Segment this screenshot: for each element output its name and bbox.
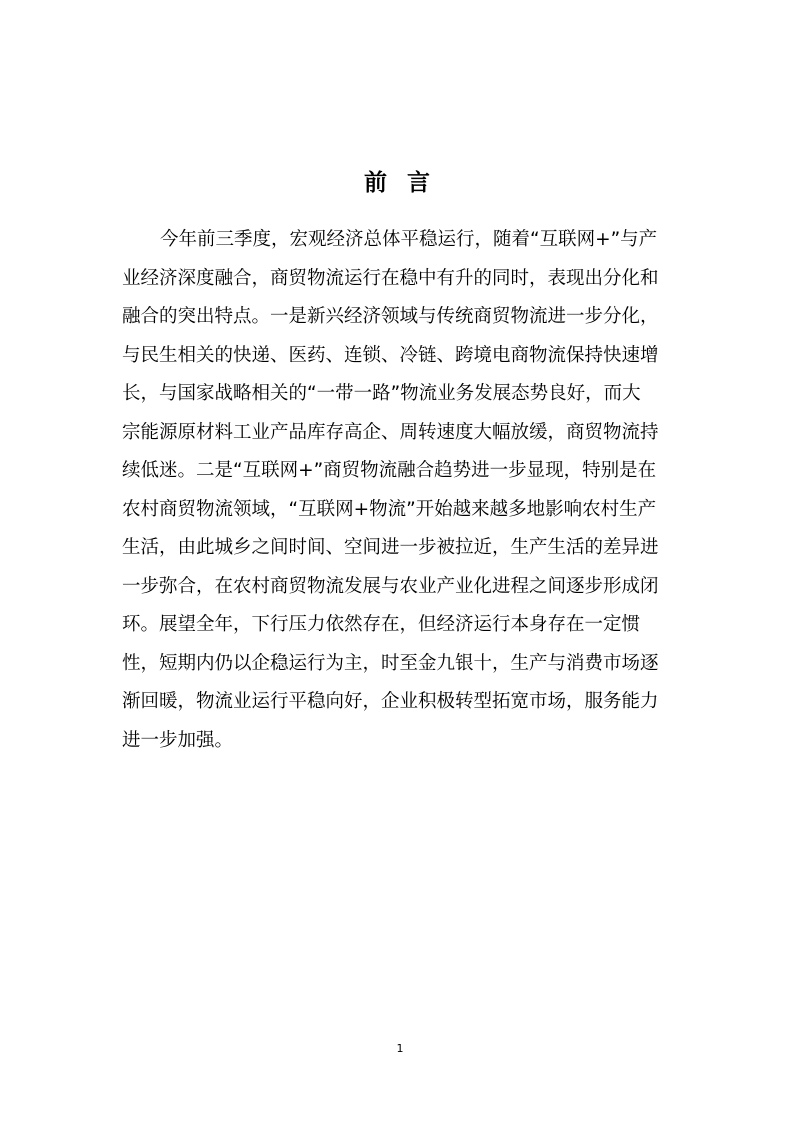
page-number: 1 [396, 1042, 404, 1055]
paragraph-line: 宗能源原材料工业产品库存高企、周转速度大幅放缓，商贸物流持 [122, 421, 659, 443]
paragraph-line: 一步弥合，在农村商贸物流发展与农业产业化进程之间逐步形成闭 [122, 575, 659, 597]
paragraph-line: 续低迷。二是“互联网+”商贸物流融合趋势进一步显现，特别是在 [122, 460, 657, 481]
paragraph-line: 长，与国家战略相关的“一带一路”物流业务发展态势良好，而大 [122, 383, 641, 404]
paragraph-line: 生活，由此城乡之间时间、空间进一步被拉近，生产生活的差异进 [122, 537, 659, 558]
paragraph-line: 今年前三季度，宏观经济总体平稳运行，随着“互联网+”与产 [160, 229, 658, 250]
paragraph-line: 渐回暖，物流业运行平稳向好，企业积极转型拓宽市场，服务能力 [122, 691, 659, 712]
paragraph-line: 环。展望全年，下行压力依然存在，但经济运行本身存在一定惯 [122, 614, 641, 635]
paragraph-line: 性，短期内仍以企稳运行为主，时至金九银十，生产与消费市场逐 [122, 652, 659, 674]
paragraph-line: 农村商贸物流领域，“互联网+物流”开始越来越多地影响农村生产 [122, 498, 657, 520]
paragraph-line: 融合的突出特点。一是新兴经济领域与传统商贸物流进一步分化， [122, 306, 659, 327]
page-title: 前 言 [363, 170, 436, 196]
paragraph-line: 与民生相关的快递、医药、连锁、冷链、跨境电商物流保持快速增 [122, 344, 659, 366]
paragraph-line: 业经济深度融合，商贸物流运行在稳中有升的同时，表现出分化和 [122, 267, 659, 289]
paragraph-line: 进一步加强。 [122, 729, 234, 751]
body-paragraph [122, 221, 692, 760]
